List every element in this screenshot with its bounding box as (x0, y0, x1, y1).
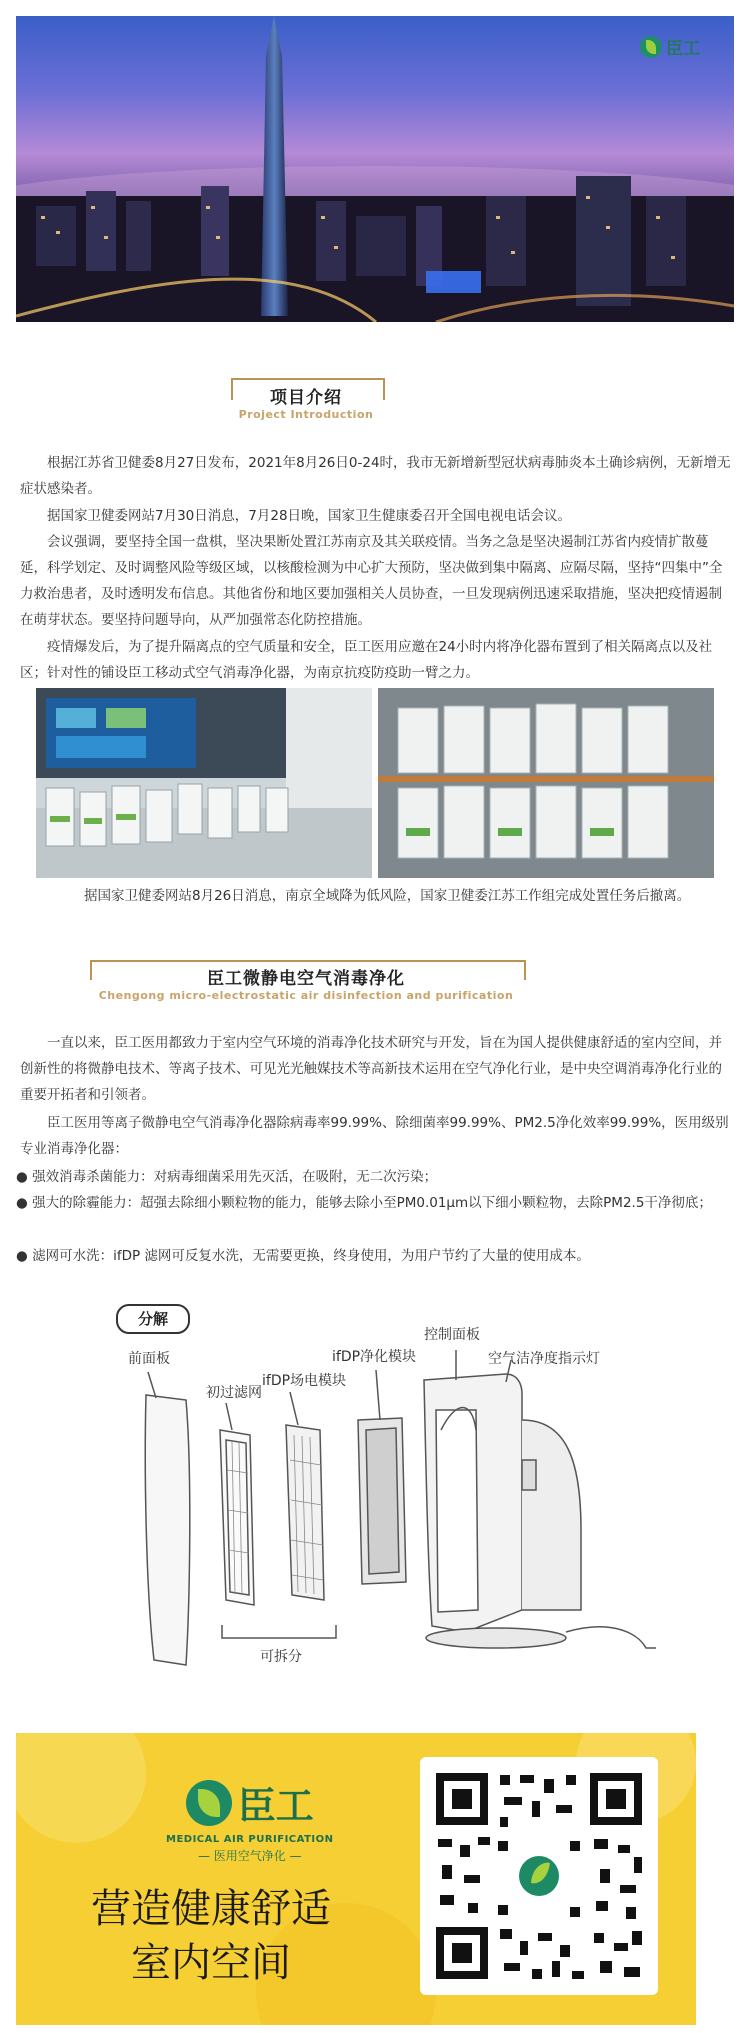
label-front-panel: 前面板 (128, 1351, 170, 1367)
qr-code[interactable] (420, 1757, 658, 1995)
label-purify-module: ifDP净化模块 (332, 1349, 417, 1365)
label-pre-filter: 初过滤网 (206, 1385, 262, 1401)
paragraph-6: 臣工医用等离子微静电空气消毒净化器除病毒率99.99%、除细菌率99.99%、PM2.5净化效率99.99%，医用级别专业消毒净化器： (20, 1115, 729, 1157)
hero-city-image (16, 16, 734, 322)
banner-slogan-line2: 室内空间 (131, 1940, 291, 1986)
section2-subtitle: Chengong micro-electrostatic air disinfection and purification (98, 989, 514, 1002)
photo-purifiers-hall (36, 688, 372, 878)
label-control-panel: 控制面板 (424, 1327, 480, 1343)
label-indicator: 空气洁净度指示灯 (488, 1351, 600, 1367)
paragraph-3: 会议强调，要坚持全国一盘棋，坚决果断处置江苏南京及其关联疫情。当务之急是坚决遏制江苏省内疫情扩散蔓延，科学划定、及时调整风险等级区域，以核酸检测为中心扩大预防，坚决做到集中隔离、应隔尽隔，坚持“四集中”全力救治患者，及时透明发布信息。其他省份和地区要加强相关人员协查，一旦发现病例迅速采取措施，坚决把疫情遏制在萌芽状态。要坚持问题导向，从严加强常态化防控措施。 (20, 534, 723, 628)
leaf-logo-icon (186, 1780, 232, 1826)
purifier-parts-drawing (36, 1270, 714, 1690)
banner-cn-tagline: — 医用空气净化 — (197, 1849, 302, 1863)
section1-title: 项目介绍 (270, 388, 342, 408)
bullet-3: ● 滤网可水洗：ifDP 滤网可反复水洗，无需要更换，终身使用，为用户节约了大量的使用成本。 (16, 1248, 590, 1264)
exploded-diagram (36, 1270, 714, 1690)
photo-purifiers-stacked (378, 688, 714, 878)
banner-slogan-line1: 营造健康舒适 (91, 1886, 331, 1932)
qr-code-graphic (420, 1757, 658, 1995)
banner-brand-name: 臣工 (237, 1784, 314, 1828)
banner-en-tagline: MEDICAL AIR PURIFICATION (166, 1834, 334, 1845)
photo-caption: 据国家卫健委网站8月26日消息，南京全域降为低风险，国家卫健委江苏工作组完成处置任务后撤离。 (84, 888, 691, 904)
leaf-logo-icon (640, 36, 662, 58)
label-field-module: ifDP场电模块 (262, 1373, 347, 1389)
paragraph-2: 据国家卫健委网站7月30日消息，7月28日晚，国家卫生健康委召开全国电视电话会议。 (47, 508, 572, 524)
section1-subtitle: Project Introduction (238, 408, 374, 421)
paragraph-1: 根据江苏省卫健委8月27日发布，2021年8月26日0-24时，我市无新增新型冠状病毒肺炎本土确诊病例，无新增无症状感染者。 (20, 455, 731, 497)
banner-brand-logo (166, 1775, 334, 1864)
paragraph-4: 疫情爆发后，为了提升隔离点的空气质量和安全，臣工医用应邀在24小时内将净化器布置到了相关隔离点以及社区；针对性的铺设臣工移动式空气消毒净化器，为南京抗疫防疫助一臂之力。 (20, 639, 713, 681)
section2-heading (80, 964, 532, 1002)
bullet-1: ● 强效消毒杀菌能力：对病毒细菌采用先灭活，在吸附，无二次污染； (16, 1169, 438, 1185)
label-removable: 可拆分 (260, 1649, 302, 1665)
hero-brand-logo (640, 34, 700, 59)
bullet-2: ● 强大的除霾能力：超强去除细小颗粒物的能力，能够去除小至PM0.01μm以下细小颗粒物，去除PM2.5干净彻底； (16, 1195, 712, 1211)
section2-title: 臣工微静电空气消毒净化 (207, 969, 405, 989)
hero-brand-name: 臣工 (666, 39, 700, 59)
diagram-tag: 分解 (116, 1304, 190, 1334)
city-skyline-graphic (16, 16, 734, 322)
paragraph-5: 一直以来，臣工医用都致力于室内空气环境的消毒净化技术研究与开发，旨在为国人提供健康舒适的室内空间，并创新性的将微静电技术、等离子技术、可见光光触媒技术等高新技术运用在空气净化行业，是中央空调消毒净化行业的重要开拓者和引领者。 (20, 1035, 722, 1103)
section1-heading (206, 383, 406, 421)
promo-banner (16, 1733, 696, 2025)
